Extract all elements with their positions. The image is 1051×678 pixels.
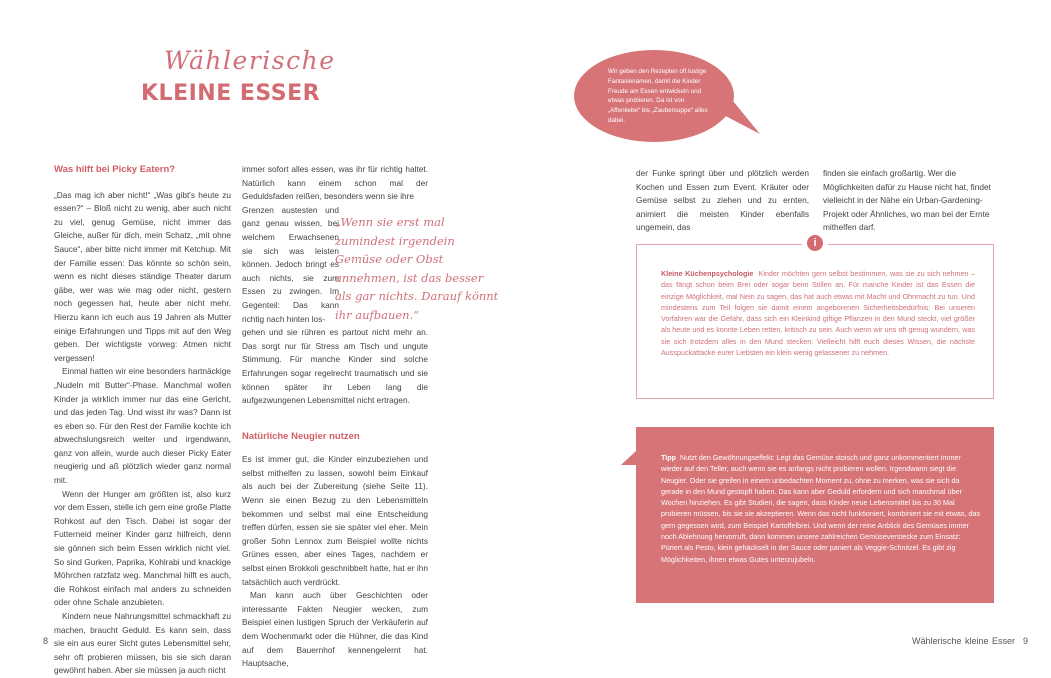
paragraph: Wenn der Hunger am größten ist, also kurz vor dem Essen, stelle ich gern eine große Platte Rohkost auf den Tisch. Dabei ist sogar der Futterneid meiner Kinder ganz hilfreich, denn sie gönnen sich beim Essen wirklich nicht viel. So sind Gurken, Paprika, Kohlrabi und knackige Möhrchen ratzfatz weg. Manchmal hilft es auch, die Rohkost einfach mal anders zu schneiden oder ohne Schale anzubieten. [54,488,231,608]
speech-bubble-text: Wir geben den Rezepten oft lustige Fantasienamen, damit die Kinder Freude am Essen entwickeln und etwas probieren. Da ist von „Affenliebe“ bis „Zaubersuppe“ alles dabei. [608,68,708,124]
pull-quote: „Wenn sie erst mal zumindest irgendein Gemüse oder Obst annehmen, ist das besser als gar nichts. Darauf könnt ihr aufbauen.“ [335,215,499,322]
paragraph: Man kann auch über Geschichten oder interessante Fakten Neugier wecken, zum Beispiel einen lustigen Spruch der Verkäuferin auf dem Wochenmarkt oder die Hühner, die das Kind auf dem Bauernhof kennengelernt hat. Hauptsache, [242,590,428,669]
paragraph-narrow: Grenzen austesten und ganz genau wissen, bei welchem Erwachsenen sie sich was leisten können. Jedoch bringt es auch nichts, sie zum Essen zu zwingen. Im Gegenteil: Das kann richtig nach hinten los- [242,204,339,324]
info-box-content [661,268,975,358]
paragraph: Es ist immer gut, die Kinder einzubeziehen und selbst mithelfen zu lassen, sowohl beim Einkauf als auch bei der Zubereitung (siehe Seite 11). Wenn sie einen Bezug zu den Lebensmitteln bekommen und selbst mal eine Entscheidung treffen dürfen, essen sie sie später viel eher. Mein großer Sohn Lennox zum Beispiel wollte nichts Grünes essen, aber eines Tages, nachdem er selbst einen Brokkoli geschnibbelt hatte, hat er ihn tatsächlich auch verdrückt. [242,454,428,587]
column-3 [636,167,809,235]
paragraph: „Das mag ich aber nicht!“ „Was gibt's heute zu essen?“ – Bloß nicht zu wenig, aber auch nicht zu viel, genug Gemüse, nicht immer das Gleiche, außer für dich, mein Schatz, „mit ohne Sauce“, aber bitte nicht immer mit Ketchup. Mit der Familie essen: Das könnte so schön sein, wenn es nicht dieses ständige Theater darum gäbe, wer was wie mag oder nicht, gestern noch gegessen hat, heute aber nicht mehr. Hierzu kann ich euch aus 19 Jahren als Mutter einige Erfahrungen und Tipps mit auf den Weg geben. Der wichtigste vorweg: Atmen nicht vergessen! [54,189,231,363]
info-box-text: Kinder möchten gern selbst bestimmen, was sie zu sich nehmen – das fängt schon beim Brei oder sogar beim Stillen an. Für manche Kinder ist das Essen die einzige Möglichkeit, mal Nein zu sagen, das hat auch etwas mit Macht und Ohnmacht zu tun. Und mindestens zum Teil folgen sie damit einem angeborenen Sicherheitsbedürfnis: Bei unseren Vorfahren war die Gefahr, dass sich ein Kleinkind giftige Pflanzen in den Mund steckt, viel größer als heute und es konnte Leben retten, kritisch zu sein. Auch wenn wir uns oft genug wundern, was sie sich trotzdem alles in den Mund stecken: Vielleicht hilft euch dieses Wissen, die nächste Ausspuckattacke eurer Liebsten ein klein wenig gelassener zu nehmen. [661,269,976,358]
page-number-left: 8 [43,636,49,646]
paragraph: Kindern neue Nahrungsmittel schmackhaft zu machen, braucht Geduld. Es kann sein, dass sie ein aus eurer Sicht gutes Lebensmittel sehr, sehr oft probieren müssen, bis sie sich daran gewöhnt haben. Aber sie müssen ja auch nicht [54,611,231,676]
tip-box-title: Tipp [661,453,677,462]
info-box-title: Kleine Küchenpsychologie [661,269,754,278]
column-4 [823,167,998,235]
page-title: KLEINE ESSER [141,81,321,106]
page-number-right: 9 [1023,636,1029,646]
paragraph: finden sie einfach großartig. Wer die Möglichkeiten dafür zu Hause nicht hat, findet vielleicht in der Nähe ein Urban-Gardening-Projekt oder Ähnliches, wo man bei der Ernte mithelfen darf. [823,168,991,233]
paragraph: gehen und sie rühren es partout nicht mehr an. Das sorgt nur für Stress am Tisch und ungute Stimmung. Für manche Kinder sind solche Erfahrungen sogar regelrecht traumatisch und sie können später ihr Leben lang die aufgezwungenen Lebensmittel nicht ertragen. [242,327,428,406]
column-1 [54,163,231,678]
section-heading-picky-eaters: Was hilft bei Picky Eatern? [54,164,176,175]
paragraph: immer sofort alles essen, was ihr für richtig haltet. Natürlich kann einem schon mal der Geduldsfaden reißen, besonders wenn sie ihre [242,164,428,202]
info-icon: i [807,235,823,251]
tip-box-content [661,452,983,565]
tip-box-text: Nutzt den Gewöhnungseffekt: Legt das Gemüse stoisch und ganz unkommentiert immer wieder auf den Teller, auch wenn sie es anfangs nicht probieren wollen. Irgendwann siegt die Neugier. Oder sie greifen in einem unbedachten Moment zu, ohne zu merken, was sie sich da gerade in den Mund gestopft haben. Das kann aber Geduld erfordern und sich manchmal über Wochen hinziehen. Es gibt Studien, die sagen, dass Kinder neue Lebensmittel bis zu 30 Mal probieren müssen, bis sie sie akzeptieren. Wenn das nicht funktioniert, kombiniert sie mit etwas, das gern gegessen wird, zum Beispiel Kartoffelbrei. Und wenn der reine Anblick des Gemüses immer noch Ablehnung hervorruft, dann kommen unsere zahlreichen Gemüseverstecke zum Einsatz: Püriert als Pesto, klein gehäckselt in der Sauce oder paniert als Veggie-Schnitzel. Es gibt zig Möglichkeiten, ihnen etwas Gutes unterzujubeln. [661,453,981,564]
section-heading-curiosity: Natürliche Neugier nutzen [242,430,360,442]
paragraph: der Funke springt über und plötzlich werden Kochen und Essen zum Event. Kräuter oder Gemüse selbst zu ziehen und zu ernten, animiert die meisten Kinder ebenfalls ungemein, das [636,168,809,233]
title-script: Wählerische [164,46,336,75]
paragraph: Einmal hatten wir eine besonders hartnäckige „Nudeln mit Butter“-Phase. Manchmal wollen Kinder ja wirklich immer nur das eine Gericht, und das jeden Tag. Und wisst ihr was? Dann ist es eben so. Für den Rest der Familie kochte ich abwechslungsreich weiter und irgendwann, ganz von allein, wurde auch dieser Picky Eater neugierig und aß plötzlich wieder ganz normal mit. [54,366,231,486]
running-footer-right [912,636,1028,646]
running-title: Wählerische kleine Esser [912,636,1016,646]
tip-box-notch [621,451,636,465]
speech-bubble-tail [714,90,760,134]
